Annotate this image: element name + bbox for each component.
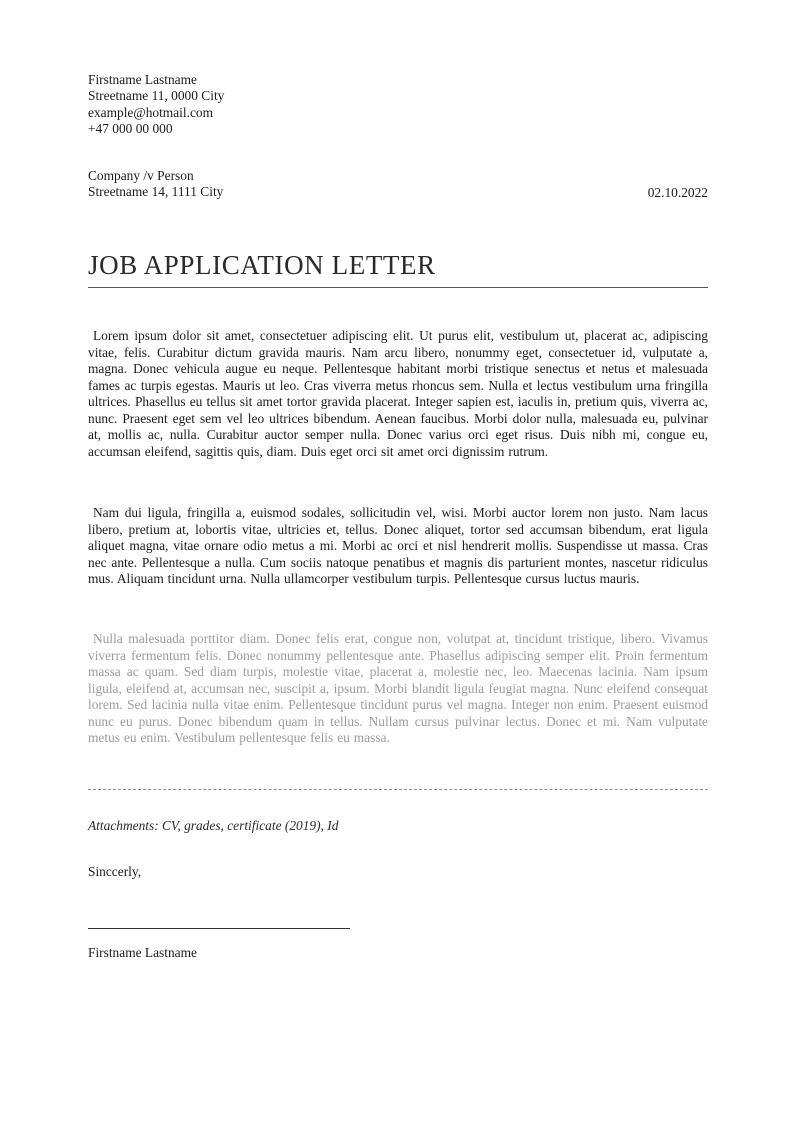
body-paragraph-3: Nulla malesuada porttitor diam. Donec felis erat, congue non, volutpat at, tincidunt tristique, libero. Vivamus viverra fermentum felis. Donec nonummy pellentesque ante. Phasellus adipiscing semper elit. Proin fermentum massa ac quam. Sed diam turpis, molestie vitae, placerat a, molestie nec, leo. Maecenas lacinia. Nam ipsum ligula, eleifend at, accumsan nec, suscipit a, ipsum. Morbi blandit ligula feugiat magna. Nunc eleifend consequat lorem. Sed lacinia nulla vitae enim. Pellentesque tincidunt purus vel magna. Integer non enim. Praesent euismod nunc eu purus. Donec bibendum quam in tellus. Nullam cursus pulvinar lectus. Donec et mi. Nam vulputate metus eu enim. Vestibulum pellentesque felis eu massa. — [88, 631, 708, 746]
page-title: JOB APPLICATION LETTER — [88, 250, 436, 280]
signature-line — [88, 928, 350, 929]
signature-name: Firstname Lastname — [88, 945, 197, 960]
recipient-address: Streetname 14, 1111 City — [88, 184, 224, 200]
sender-address: Streetname 11, 0000 City — [88, 88, 225, 104]
letter-date: 02.10.2022 — [647, 185, 708, 200]
closing-line: Sinccerly, — [88, 864, 142, 879]
attachments-line: Attachments: CV, grades, certificate (2019), Id — [88, 818, 339, 833]
sender-phone: +47 000 00 000 — [88, 120, 173, 136]
sender-block — [88, 72, 224, 137]
sender-name: Firstname Lastname — [88, 72, 197, 87]
body-paragraph-1: Lorem ipsum dolor sit amet, consectetuer adipiscing elit. Ut purus elit, vestibulum ut, placerat ac, adipiscing vitae, felis. Curabitur dictum gravida mauris. Nam arcu libero, nonummy eget, consectetuer id, vulputate a, magna. Donec vehicula augue eu neque. Pellentesque habitant morbi tristique senectus et netus et malesuada fames ac turpis egestas. Mauris ut leo. Cras viverra metus rhoncus sem. Nulla et lectus vestibulum urna fringilla ultrices. Phasellus eu tellus sit amet tortor gravida placerat. Integer sapien est, iaculis in, pretium quis, viverra ac, nunc. Praesent eget sem vel leo ultrices bibendum. Aenean faucibus. Morbi dolor nulla, malesuada eu, pulvinar at, mollis ac, nulla. Curabitur auctor semper nulla. Donec varius orci eget risus. Duis nibh mi, congue eu, accumsan eleifend, sagittis quis, diam. Duis eget orci sit amet orci dignissim rutrum. — [88, 328, 708, 459]
dashed-separator — [88, 789, 708, 790]
title-block — [88, 250, 708, 288]
recipient-block — [88, 168, 223, 201]
recipient-name: Company /v Person — [88, 168, 194, 183]
body-paragraph-2: Nam dui ligula, fringilla a, euismod sodales, sollicitudin vel, wisi. Morbi auctor lorem non justo. Nam lacus libero, pretium at, lobortis vitae, ultricies et, tellus. Donec aliquet, tortor sed accumsan bibendum, erat ligula aliquet magna, vitae ornare odio metus a mi. Morbi ac orci et nisl hendrerit mollis. Suspendisse ut massa. Cras nec ante. Pellentesque a nulla. Cum sociis natoque penatibus et magnis dis parturient montes, nascetur ridiculus mus. Aliquam tincidunt urna. Nulla ullamcorper vestibulum turpis. Pellentesque cursus luctus mauris. — [88, 505, 708, 587]
sender-email: example@hotmail.com — [88, 104, 214, 120]
